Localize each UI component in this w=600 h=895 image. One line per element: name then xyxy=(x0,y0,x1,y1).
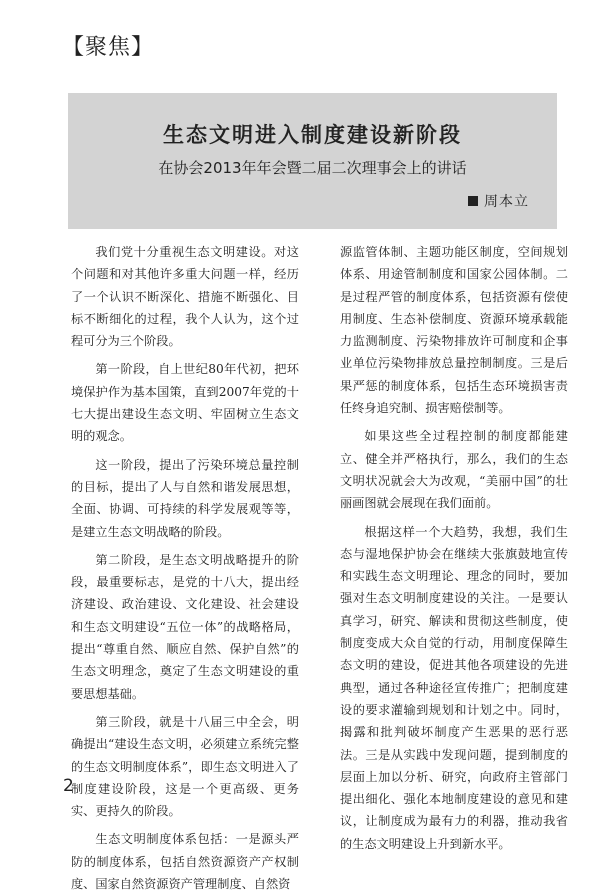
paragraph: 根据这样一个大趋势，我想，我们生态与湿地保护协会在继续大张旗鼓地宣传和实践生态文明理论、理念的同时，要加强对生态文明制度建设的关注。一是要认真学习，研究、解读和贯彻这些制度，使制度变成大众自觉的行动，用制度保障生态文明的建设，促进其他各项建设的先进典型，通过各种途径宣传推广；把制度建设的要求灌输到规划和计划之中。同时，揭露和批判破坏制度产生恶果的恶行恶法。三是从实践中发现问题，提到制度的层面上加以分析、研究，向政府主管部门提出细化、强化本地制度建设的意见和建议，让制度成为最有力的利器，推动我省的生态文明建设上升到新水平。 xyxy=(340,524,568,851)
author-line xyxy=(468,191,529,211)
right-column xyxy=(340,241,568,855)
paragraph: 我们党十分重视生态文明建设。对这个问题和对其他许多重大问题一样，经历了一个认识不断深化、措施不断强化、目标不断细化的过程，我个人认为，这个过程可分为三个阶段。 xyxy=(71,245,299,349)
section-tag: 【聚焦】 xyxy=(62,35,155,60)
square-bullet-icon xyxy=(468,196,478,206)
paragraph: 第三阶段，就是十八届三中全会，明确提出“建设生态文明，必须建立系统完整的生态文明制度体系”，即生态文明进入了制度建设阶段，这是一个更高级、更务实、更持久的阶段。 xyxy=(71,714,299,819)
article-subtitle: 在协会2013年年会暨二届二次理事会上的讲话 xyxy=(158,159,467,177)
left-column xyxy=(71,241,299,895)
page-number: 2 xyxy=(63,776,74,796)
paragraph: 这一阶段，提出了污染环境总量控制的目标，提出了人与自然和谐发展思想，全面、协调、可持续的科学发展观等等，是建立生态文明战略的阶段。 xyxy=(71,457,299,539)
article-title: 生态文明进入制度建设新阶段 xyxy=(163,122,462,147)
paragraph-continuation: 源监管体制、主题功能区制度，空间规划体系、用途管制制度和国家公园体制。二是过程严管的制度体系，包括资源有偿使用制度、生态补偿制度、资源环境承载能力监测制度、污染物排放许可制度和企事业单位污染物排放总量控制制度。三是后果严惩的制度体系，包括生态环境损害责任终身追究制、损害赔偿制等。 xyxy=(340,245,568,416)
paragraph: 第二阶段，是生态文明战略提升的阶段，最重要标志，是党的十八大，提出经济建设、政治建设、文化建设、社会建设和生态文明建设“五位一体”的战略格局，提出“尊重自然、顺应自然、保护自然”的生态文明理念，奠定了生态文明建设的重要思想基础。 xyxy=(71,552,299,701)
title-banner xyxy=(68,93,557,229)
paragraph: 如果这些全过程控制的制度都能建立、健全并严格执行，那么，我们的生态文明状况就会大为改观，“美丽中国”的壮丽画图就会展现在我们面前。 xyxy=(340,429,568,511)
paragraph: 生态文明制度体系包括：一是源头严防的制度体系，包括自然资源资产产权制度、国家自然资源资产管理制度、自然资 xyxy=(71,832,299,892)
author-name: 周本立 xyxy=(484,194,529,210)
paragraph: 第一阶段，自上世纪80年代初，把环境保护作为基本国策，直到2007年党的十七大提出建设生态文明、牢固树立生态文明的观念。 xyxy=(71,362,299,444)
